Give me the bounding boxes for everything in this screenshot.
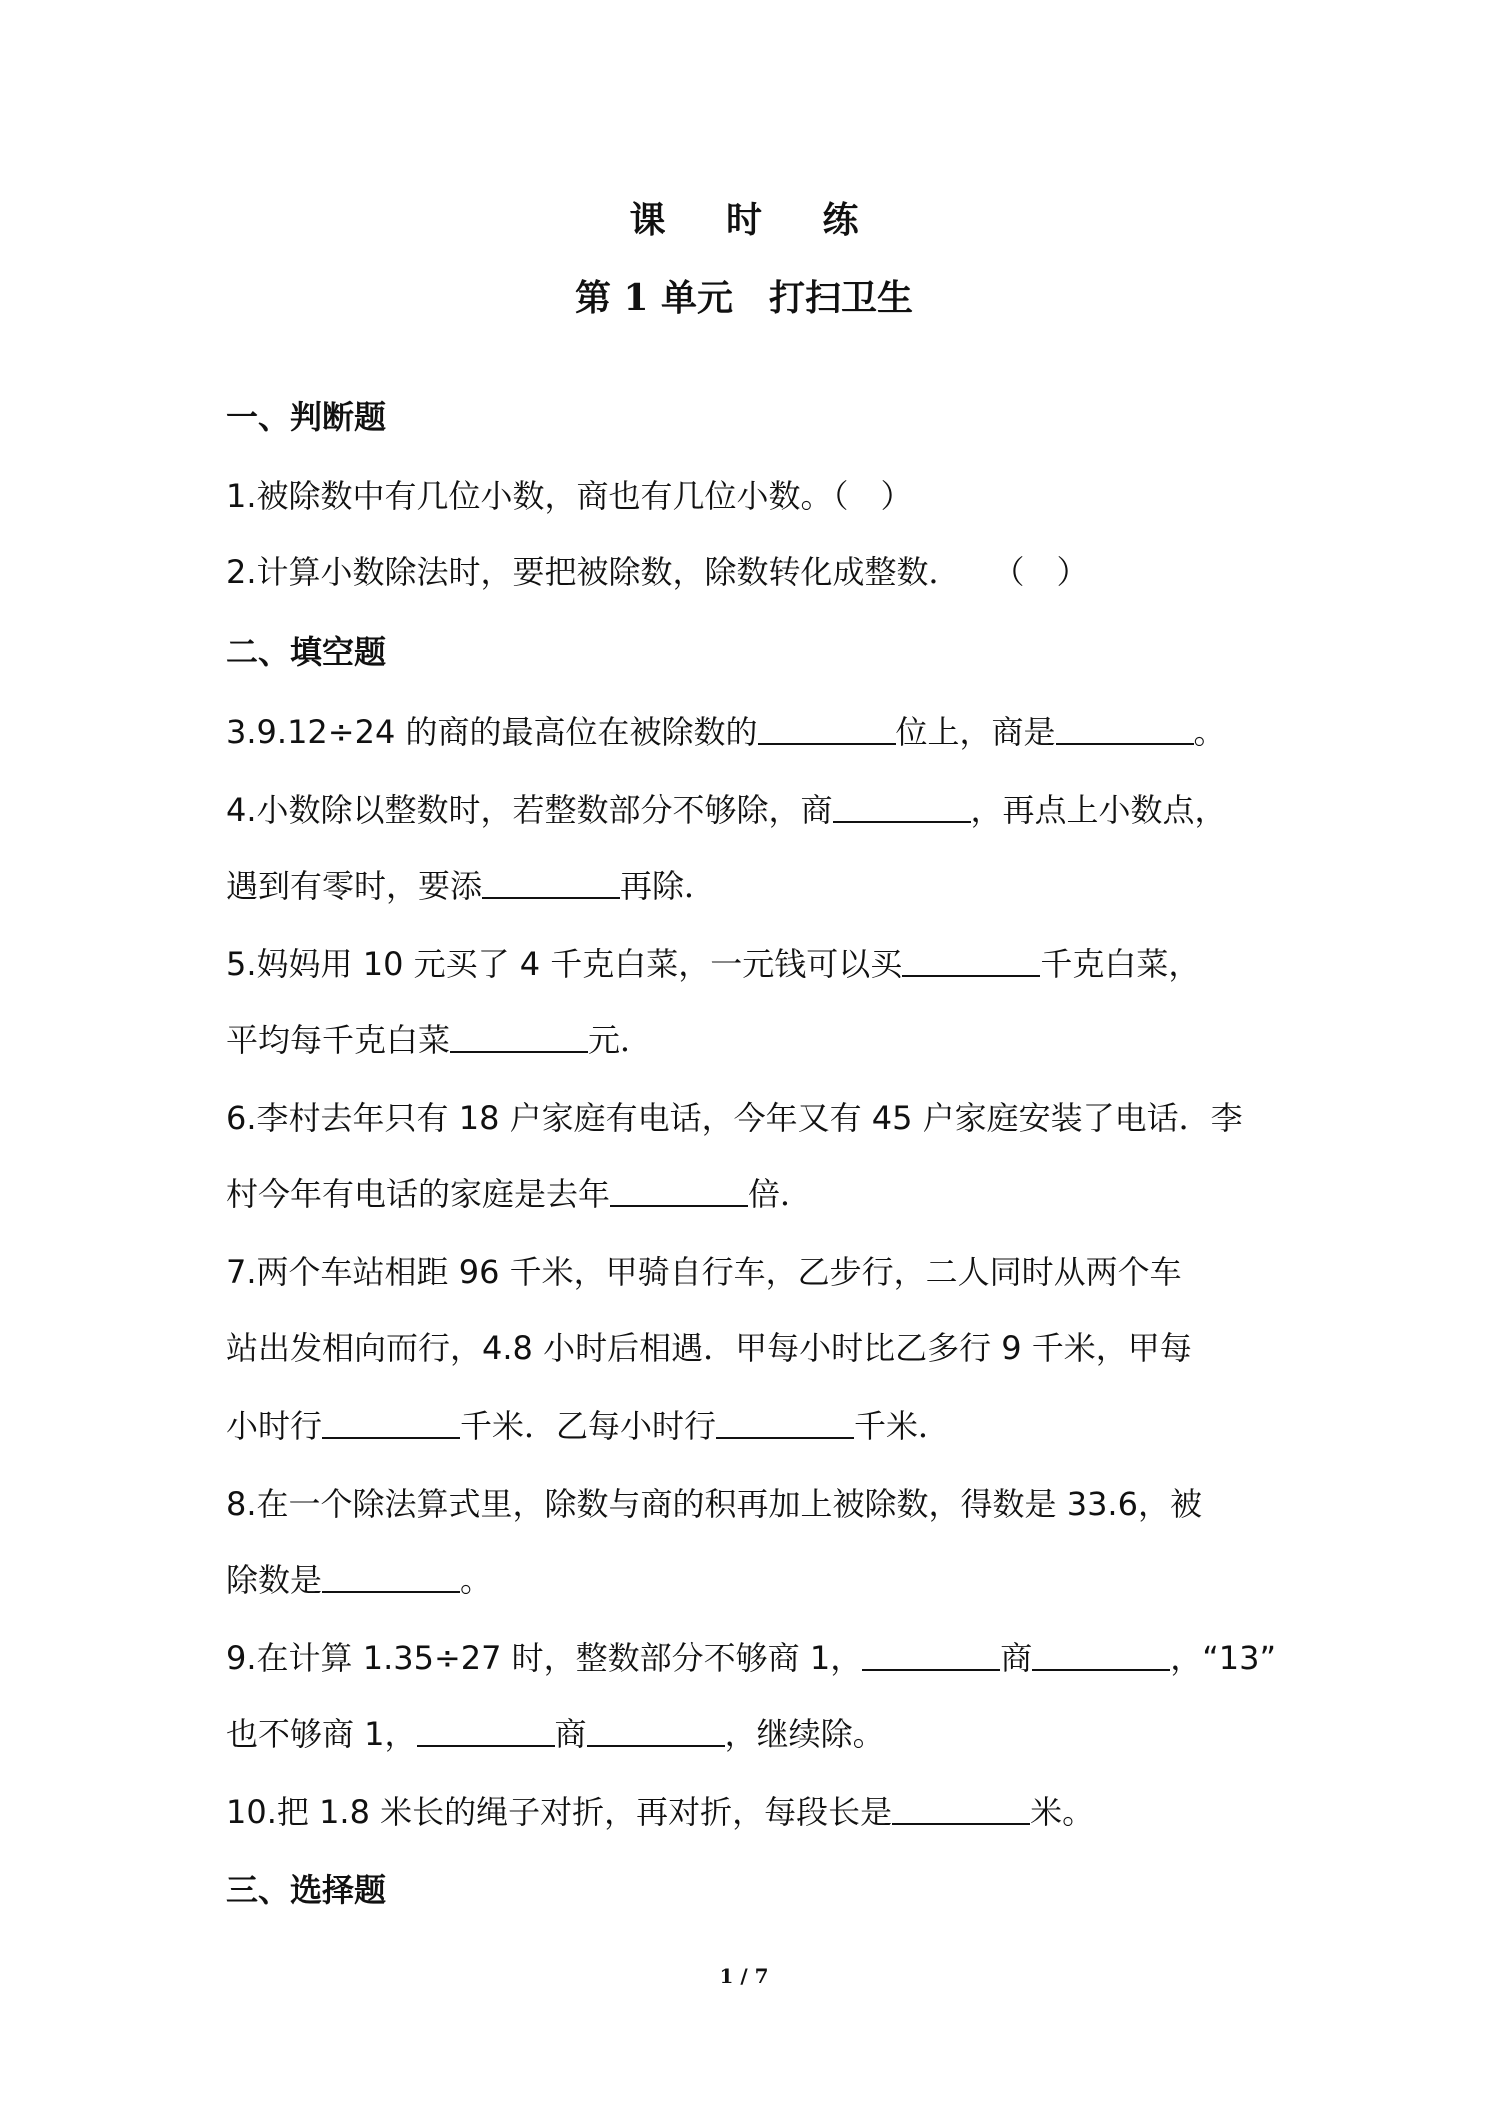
question-6-line-2 [226,1172,812,1216]
question-5-line-1 [226,942,1200,986]
question-text: 除数是 [226,1561,323,1599]
answer-blank[interactable] [322,1561,460,1593]
question-5-line-2 [226,1018,652,1062]
answer-blank[interactable] [450,1021,588,1053]
question-4-line-2 [226,864,716,908]
question-text: 。 [460,1561,493,1599]
question-text: 。 [1193,713,1226,751]
answer-blank[interactable] [587,1715,725,1747]
answer-blank[interactable] [482,867,620,899]
question-8-line-2 [226,1558,492,1602]
question-text: 10.把 1.8 米长的绳子对折，再对折，每段长是 [226,1793,893,1831]
question-6-line-1: 6.李村去年只有 18 户家庭有电话，今年又有 45 户家庭安装了电话．李 [226,1099,1243,1137]
section-heading-fill-blank: 二、填空题 [226,633,387,671]
answer-blank[interactable] [1056,713,1194,745]
question-3 [226,710,1226,754]
answer-blank[interactable] [833,791,971,823]
question-text: 再除． [620,867,717,905]
answer-blank[interactable] [902,945,1040,977]
question-text: ，再点上小数点， [970,791,1227,829]
question-text: 千米． [854,1407,951,1445]
unit-title: 第 1 单元 打扫卫生 [574,277,914,319]
answer-blank[interactable] [417,1715,555,1747]
question-text: 商 [554,1715,587,1753]
question-2: 2.计算小数除法时，要把被除数，除数转化成整数． （ ） [226,553,1089,591]
question-text: 村今年有电话的家庭是去年 [226,1175,611,1213]
question-7-line-3 [226,1404,950,1448]
question-1: 1.被除数中有几位小数，商也有几位小数。（ ） [226,477,913,515]
answer-blank[interactable] [862,1639,1000,1671]
question-text: 元． [588,1021,653,1059]
question-9-line-1 [226,1636,1276,1680]
question-text: 商 [1000,1639,1033,1677]
question-text: 小时行 [226,1407,323,1445]
page-number: 1 / 7 [719,1964,769,1988]
question-4-line-1 [226,788,1227,832]
answer-blank[interactable] [322,1407,460,1439]
question-text: 倍． [748,1175,813,1213]
answer-blank[interactable] [758,713,896,745]
question-10 [226,1790,1094,1834]
question-text: ，继续除。 [724,1715,885,1753]
question-text: 平均每千克白菜 [226,1021,451,1059]
question-text: 4.小数除以整数时，若整数部分不够除，商 [226,791,833,829]
question-text: 遇到有零时，要添 [226,867,483,905]
question-text: 千克白菜， [1040,945,1201,983]
question-text: 也不够商 1， [226,1715,417,1753]
question-8-line-1: 8.在一个除法算式里，除数与商的积再加上被除数，得数是 33.6，被 [226,1485,1202,1523]
question-text: 3.9.12÷24 的商的最高位在被除数的 [226,713,758,751]
question-7-line-2: 站出发相向而行，4.8 小时后相遇．甲每小时比乙多行 9 千米，甲每 [226,1329,1192,1367]
question-text: 位上，商是 [895,713,1056,751]
section-heading-multiple-choice: 三、选择题 [226,1871,387,1909]
question-7-line-1: 7.两个车站相距 96 千米，甲骑自行车，乙步行，二人同时从两个车 [226,1253,1182,1291]
question-text: 千米．乙每小时行 [460,1407,717,1445]
question-text: 米。 [1030,1793,1095,1831]
answer-blank[interactable] [610,1175,748,1207]
page-title: 课 时 练 [629,199,883,241]
answer-blank[interactable] [716,1407,854,1439]
answer-blank[interactable] [1032,1639,1170,1671]
answer-blank[interactable] [892,1793,1030,1825]
question-text: 9.在计算 1.35÷27 时，整数部分不够商 1， [226,1639,863,1677]
question-9-line-2 [226,1712,885,1756]
question-text: 5.妈妈用 10 元买了 4 千克白菜，一元钱可以买 [226,945,903,983]
question-text: ，“13” [1170,1639,1277,1677]
section-heading-judgment: 一、判断题 [226,398,387,436]
